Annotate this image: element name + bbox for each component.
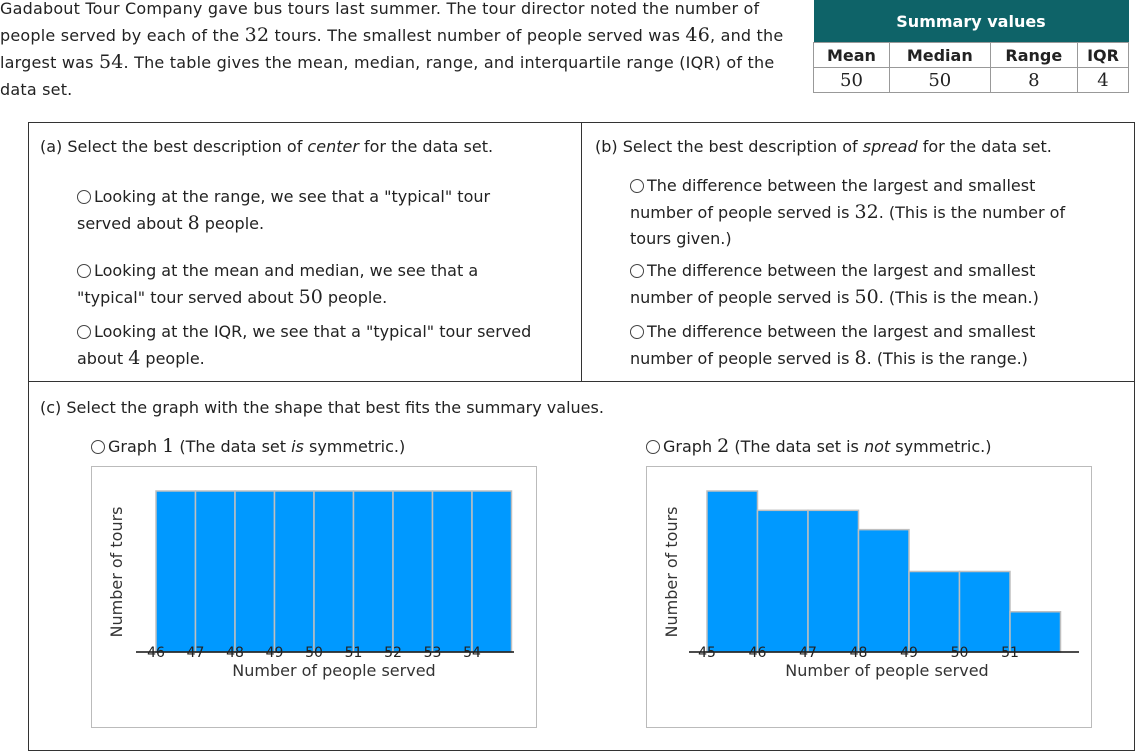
bar-54 (472, 491, 512, 652)
x-tick-label: 52 (384, 645, 402, 661)
option-text: Looking at the range, we see that a "typical" tour served about (77, 187, 491, 233)
bar-50 (314, 491, 354, 652)
part-a-option-2[interactable] (77, 258, 547, 311)
summary-value-iqr: 4 (1078, 68, 1129, 93)
intro-smallest: 46 (685, 24, 710, 46)
bar-47 (808, 510, 859, 652)
x-tick-label: 50 (305, 645, 323, 661)
radio-button[interactable] (630, 264, 644, 278)
option-text: The difference between the largest and smallest number of people served is (630, 176, 1036, 222)
part-c-question: (c) Select the graph with the shape that best fits the summary values. (40, 398, 604, 417)
bar-48 (859, 530, 910, 652)
x-tick-label: 54 (463, 645, 481, 661)
bar-49 (909, 572, 960, 653)
option-text-end: . (This is the number of tours given.) (630, 203, 1066, 248)
part-a-question (40, 137, 493, 156)
bar-51 (354, 491, 394, 652)
part-b-question-end: for the data set. (917, 137, 1052, 156)
part-a-option-1[interactable] (77, 184, 547, 237)
radio-button[interactable] (646, 440, 660, 454)
option-number: 50 (854, 286, 879, 308)
option-text: The difference between the largest and smallest number of people served is (630, 322, 1036, 368)
graph-label-text: Graph (663, 437, 718, 456)
graph-number: 1 (162, 435, 175, 457)
summary-value-median: 50 (889, 68, 990, 93)
part-a-question-end: for the data set. (358, 137, 494, 156)
option-number: 4 (128, 347, 141, 369)
x-tick-label: 51 (344, 645, 363, 661)
x-tick-label: 46 (748, 645, 767, 661)
summary-header-iqr: IQR (1078, 43, 1129, 68)
summary-header-mean: Mean (814, 43, 890, 68)
x-tick-label: 51 (1001, 645, 1019, 661)
x-tick-label: 47 (186, 645, 205, 661)
graph-label-em: is (291, 437, 304, 456)
summary-title: Summary values (814, 0, 1129, 43)
graph-1-frame[interactable] (91, 466, 537, 728)
summary-header-median: Median (889, 43, 990, 68)
option-text: The difference between the largest and smallest number of people served is (630, 261, 1036, 307)
bar-49 (275, 491, 315, 652)
part-b-question (595, 137, 1052, 156)
problem-intro (0, 0, 810, 103)
graph-label-text: Graph (108, 437, 163, 456)
x-tick-label: 53 (423, 645, 442, 661)
part-a-question-text: (a) Select the best description of (40, 137, 308, 156)
x-tick-label: 50 (950, 645, 969, 661)
part-b-question-em: spread (862, 137, 918, 156)
part-b-option-2[interactable] (630, 258, 1070, 311)
graph-2-frame[interactable] (646, 466, 1092, 728)
graph-number: 2 (717, 435, 730, 457)
x-tick-label: 48 (226, 645, 244, 661)
x-tick-label: 45 (698, 645, 716, 661)
part-b-option-1[interactable] (630, 173, 1100, 252)
part-a-question-em: center (307, 137, 359, 156)
x-axis-label: Number of people served (785, 661, 989, 680)
option-number: 32 (854, 201, 879, 223)
graph-2-chart (647, 467, 1091, 727)
x-tick-label: 47 (799, 645, 817, 661)
radio-button[interactable] (630, 325, 644, 339)
option-text-end: people. (140, 349, 205, 368)
graph-label-em: not (863, 437, 891, 456)
graph-2-option[interactable] (646, 433, 992, 460)
x-tick-label: 48 (849, 645, 868, 661)
option-text: Looking at the IQR, we see that a "typical" tour served about (77, 322, 532, 368)
graph-1-chart (92, 467, 536, 727)
bar-52 (393, 491, 433, 652)
summary-value-range: 8 (990, 68, 1077, 93)
x-tick-label: 49 (265, 645, 284, 661)
intro-text-4: . The table gives the mean, median, range, and interquartile range (IQR) of the data set. (0, 53, 775, 99)
graph-label-end: symmetric.) (890, 437, 992, 456)
intro-text-2: tours. The smallest number of people served was (269, 26, 686, 45)
option-text-end: . (This is the range.) (866, 349, 1028, 368)
part-b-question-text: (b) Select the best description of (595, 137, 863, 156)
part-b-option-3[interactable] (630, 319, 1070, 372)
intro-text-3: , and the largest was (0, 26, 784, 72)
intro-text-1: Gadabout Tour Company gave bus tours last summer. The tour director noted the number of people served by each of the (0, 0, 760, 45)
bar-48 (235, 491, 275, 652)
radio-button[interactable] (91, 440, 105, 454)
option-text: Looking at the mean and median, we see that a "typical" tour served about (77, 261, 479, 307)
option-number: 8 (854, 347, 867, 369)
radio-button[interactable] (630, 179, 644, 193)
option-text-end: people. (322, 288, 388, 307)
summary-value-mean: 50 (814, 68, 890, 93)
bar-50 (960, 572, 1011, 653)
part-b-panel (581, 122, 1135, 382)
option-number: 50 (298, 286, 323, 308)
bar-45 (707, 491, 758, 652)
x-tick-label: 49 (900, 645, 918, 661)
x-axis-label: Number of people served (232, 661, 436, 680)
part-c-panel (28, 381, 1135, 751)
bar-46 (156, 491, 196, 652)
summary-table (813, 0, 1129, 93)
graph-1-option[interactable] (91, 433, 405, 460)
graph-label-end: symmetric.) (303, 437, 406, 456)
y-axis-label: Number of tours (662, 506, 681, 638)
x-tick-label: 46 (147, 645, 165, 661)
intro-num-tours: 32 (244, 24, 270, 46)
option-text-end: . (This is the mean.) (878, 288, 1039, 307)
bar-46 (758, 510, 809, 652)
part-a-panel (28, 122, 582, 382)
y-axis-label: Number of tours (107, 506, 126, 638)
graph-label-mid: (The data set is (729, 437, 864, 456)
intro-largest: 54 (98, 51, 124, 73)
radio-button[interactable] (77, 325, 91, 339)
option-number: 8 (187, 212, 200, 234)
summary-header-range: Range (990, 43, 1077, 68)
bar-53 (433, 491, 473, 652)
bar-47 (196, 491, 236, 652)
graph-label-mid: (The data set (174, 437, 292, 456)
part-a-option-3[interactable] (77, 319, 577, 372)
radio-button[interactable] (77, 264, 91, 278)
radio-button[interactable] (77, 190, 91, 204)
option-text-end: people. (199, 214, 265, 233)
